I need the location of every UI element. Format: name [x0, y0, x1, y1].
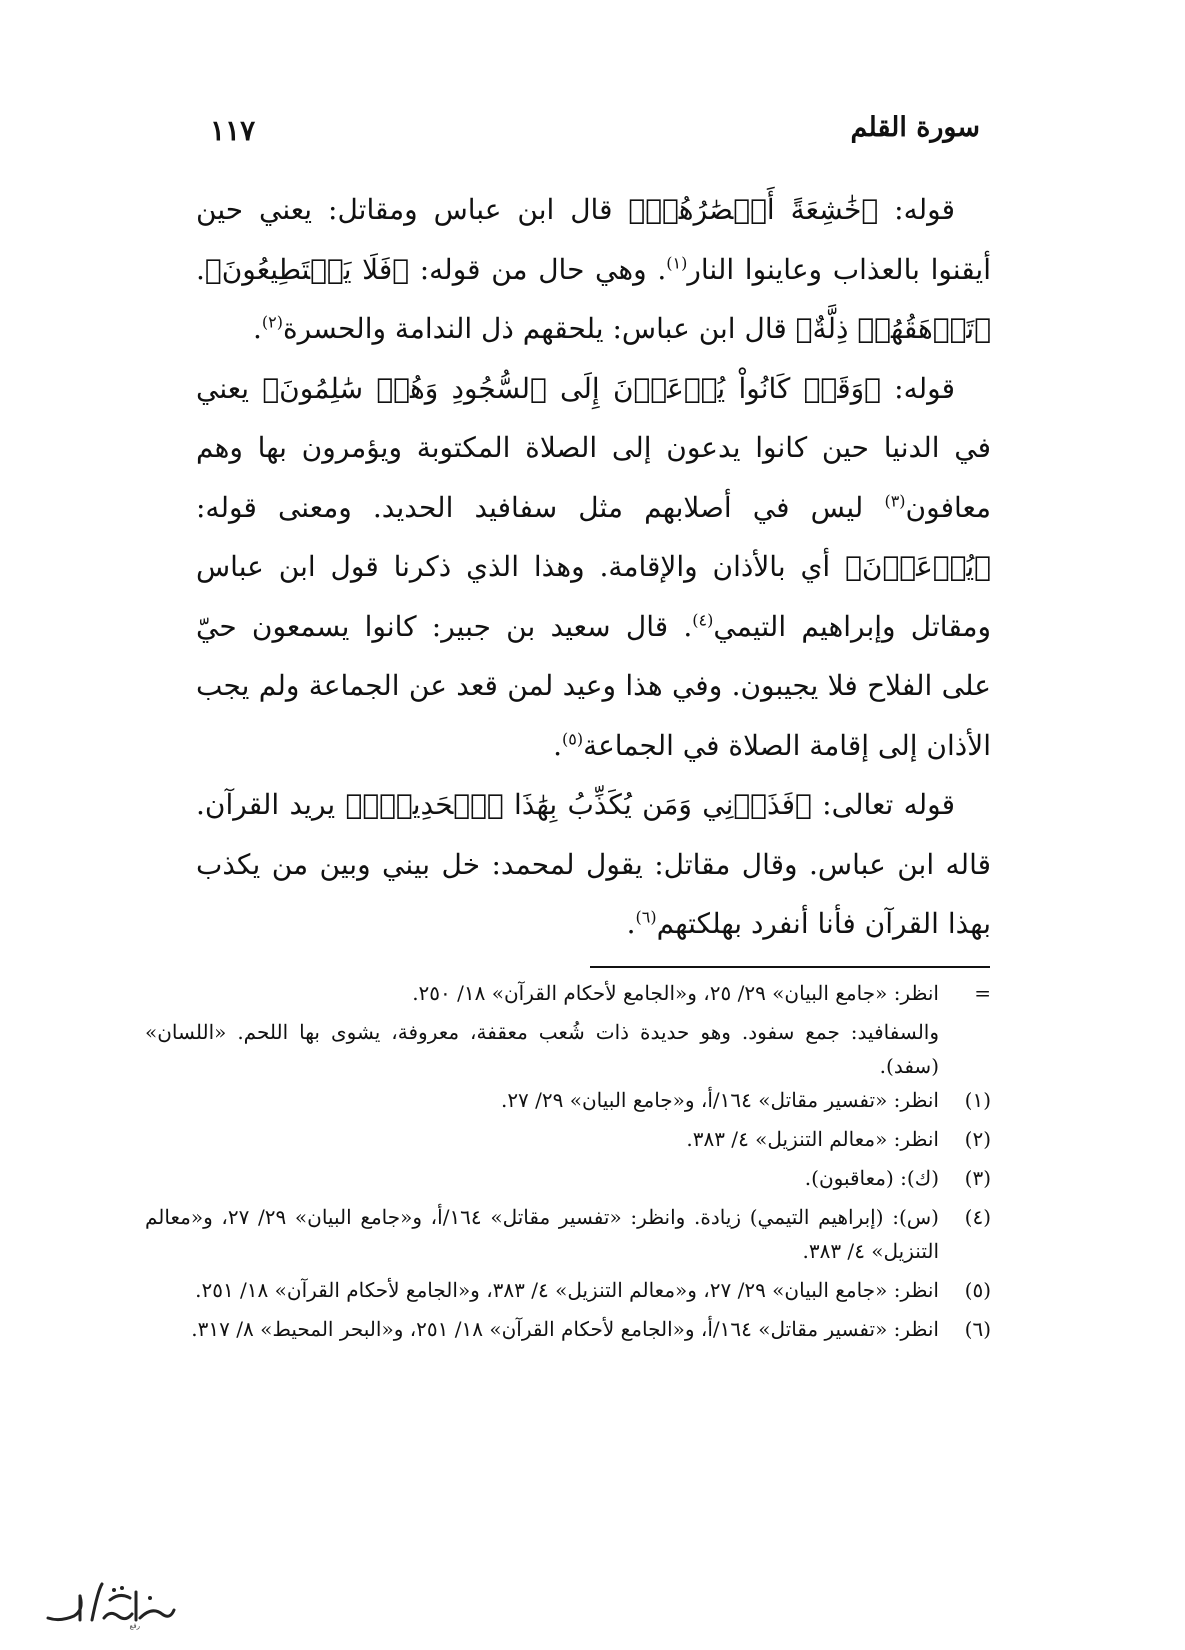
text-run: قال ابن عباس ومقاتل: يعني حين أيقنوا بالعذاب وعاينوا النار [196, 193, 991, 286]
quran-quote: ﴿يُدۡعَوۡنَ﴾ [845, 550, 991, 583]
footnote-text: انظر: «جامع البيان» ٢٩/ ٢٧، و«معالم التنزيل» ٤/ ٣٨٣، و«الجامع لأحكام القرآن» ١٨/ ٢٥١. [195, 1278, 939, 1302]
footnote-1 [145, 1083, 991, 1117]
running-header [210, 112, 980, 158]
footnote-marker: (٥) [964, 1278, 991, 1302]
text-run: قوله: [878, 193, 955, 226]
footnote-ref-6[interactable]: (٦) [635, 907, 657, 927]
footnote-ref-2[interactable]: (٢) [261, 312, 283, 332]
page-number: ١١٧ [210, 114, 256, 147]
footnote-text: انظر: «معالم التنزيل» ٤/ ٣٨٣. [686, 1127, 939, 1151]
footnote-marker: (٢) [964, 1127, 991, 1151]
footnote-4 [145, 1200, 991, 1268]
calligraphy-watermark-logo [40, 1570, 180, 1630]
continuation-marker: = [974, 981, 991, 1005]
footnote-text: انظر: «تفسير مقاتل» ١٦٤/أ، و«جامع البيان» ٢٩/ ٢٧. [500, 1088, 939, 1112]
text-run: . قال سعيد بن جبير: كانوا يسمعون حيّ على الفلاح فلا يجيبون. وفي هذا وعيد لمن قعد عن الجماعة ولم يجب الأذان إلى إقامة الصلاة في الجماعة [196, 609, 991, 762]
footnote-text: (س): (إبراهيم التيمي) زيادة. وانظر: «تفسير مقاتل» ١٦٤/أ، و«جامع البيان» ٢٩/ ٢٧، و«معالم التنزيل» ٤/ ٣٨٣. [145, 1205, 939, 1263]
text-run: قال ابن عباس: يلحقهم ذل الندامة والحسرة [282, 312, 796, 345]
svg-text:رفع: رفع [129, 1622, 140, 1630]
quran-quote: ﴿فَذَرۡنِي وَمَن يُكَذِّبُ بِهَٰذَا ٱلۡحَدِيثِۖ﴾ [345, 788, 812, 821]
main-text [196, 180, 991, 954]
footnote-2 [145, 1122, 991, 1156]
footnote-text: انظر: «جامع البيان» ٢٩/ ٢٥، و«الجامع لأحكام القرآن» ١٨/ ٢٥٠. [412, 981, 939, 1005]
quran-quote: ﴿فَلَا يَسۡتَطِيعُونَ﴾ [204, 252, 410, 286]
footnote-ref-3[interactable]: (٣) [884, 491, 906, 511]
text-run: . وهي حال من قوله: [409, 252, 667, 286]
footnote-ref-4[interactable]: (٤) [692, 610, 714, 630]
footnote-separator [590, 966, 990, 968]
footnotes [145, 976, 991, 1351]
paragraph-2 [196, 359, 991, 776]
footnote-text: انظر: «تفسير مقاتل» ١٦٤/أ، و«الجامع لأحكام القرآن» ١٨/ ٢٥١، و«البحر المحيط» ٨/ ٣١٧. [191, 1317, 939, 1341]
surah-title: سورة القلم [850, 112, 980, 143]
text-run: . [252, 312, 262, 345]
footnote-continued [145, 976, 991, 1010]
footnote-5 [145, 1273, 991, 1307]
text-run: قوله تعالى: [811, 788, 956, 821]
footnote-text: (ك): (معاقبون). [804, 1166, 939, 1190]
text-run: يريد القرآن. قاله ابن عباس. وقال مقاتل: يقول لمحمد: خل بيني وبين من يكذب بهذا القرآن فأنا أنفرد بهلكتهم [196, 788, 992, 940]
footnote-marker: (١) [964, 1088, 991, 1112]
footnote-6 [145, 1312, 991, 1346]
footnote-marker: (٤) [964, 1205, 991, 1229]
paragraph-1 [196, 180, 991, 359]
text-run: يعني في الدنيا حين كانوا يدعون إلى الصلاة المكتوبة ويؤمرون بها وهم معافون [196, 371, 991, 524]
quran-quote: ﴿وَقَدۡ كَانُواْ يُدۡعَوۡنَ إِلَى ٱلسُّجُودِ وَهُمۡ سَٰلِمُونَ﴾ [262, 371, 881, 405]
footnote-ref-5[interactable]: (٥) [561, 729, 584, 749]
quran-quote: ﴿خَٰشِعَةً أَبۡصَٰرُهُمۡ﴾ [628, 193, 879, 226]
text-run: . [626, 907, 636, 940]
quran-quote: ﴿تَرۡهَقُهُمۡ ذِلَّةٌ﴾ [795, 312, 991, 345]
text-run: ليس في أصلابهم مثل سفافيد الحديد. ومعنى قوله: [196, 490, 885, 524]
footnote-marker: (٣) [964, 1166, 991, 1190]
text-run: . [196, 252, 205, 286]
text-run: . [553, 728, 562, 762]
footnote-marker: (٦) [964, 1317, 991, 1341]
footnote-continued-text: والسفافيد: جمع سفود. وهو حديدة ذات شُعب معقفة، معروفة، يشوى بها اللحم. «اللسان» (سفد). [145, 1020, 939, 1078]
text-run: أي بالأذان والإقامة. وهذا الذي ذكرنا قول ابن عباس ومقاتل وإبراهيم التيمي [196, 550, 991, 643]
text-run: قوله: [880, 371, 955, 405]
paragraph-3 [196, 775, 991, 954]
footnote-3 [145, 1161, 991, 1195]
footnote-ref-1[interactable]: (١) [666, 253, 688, 273]
